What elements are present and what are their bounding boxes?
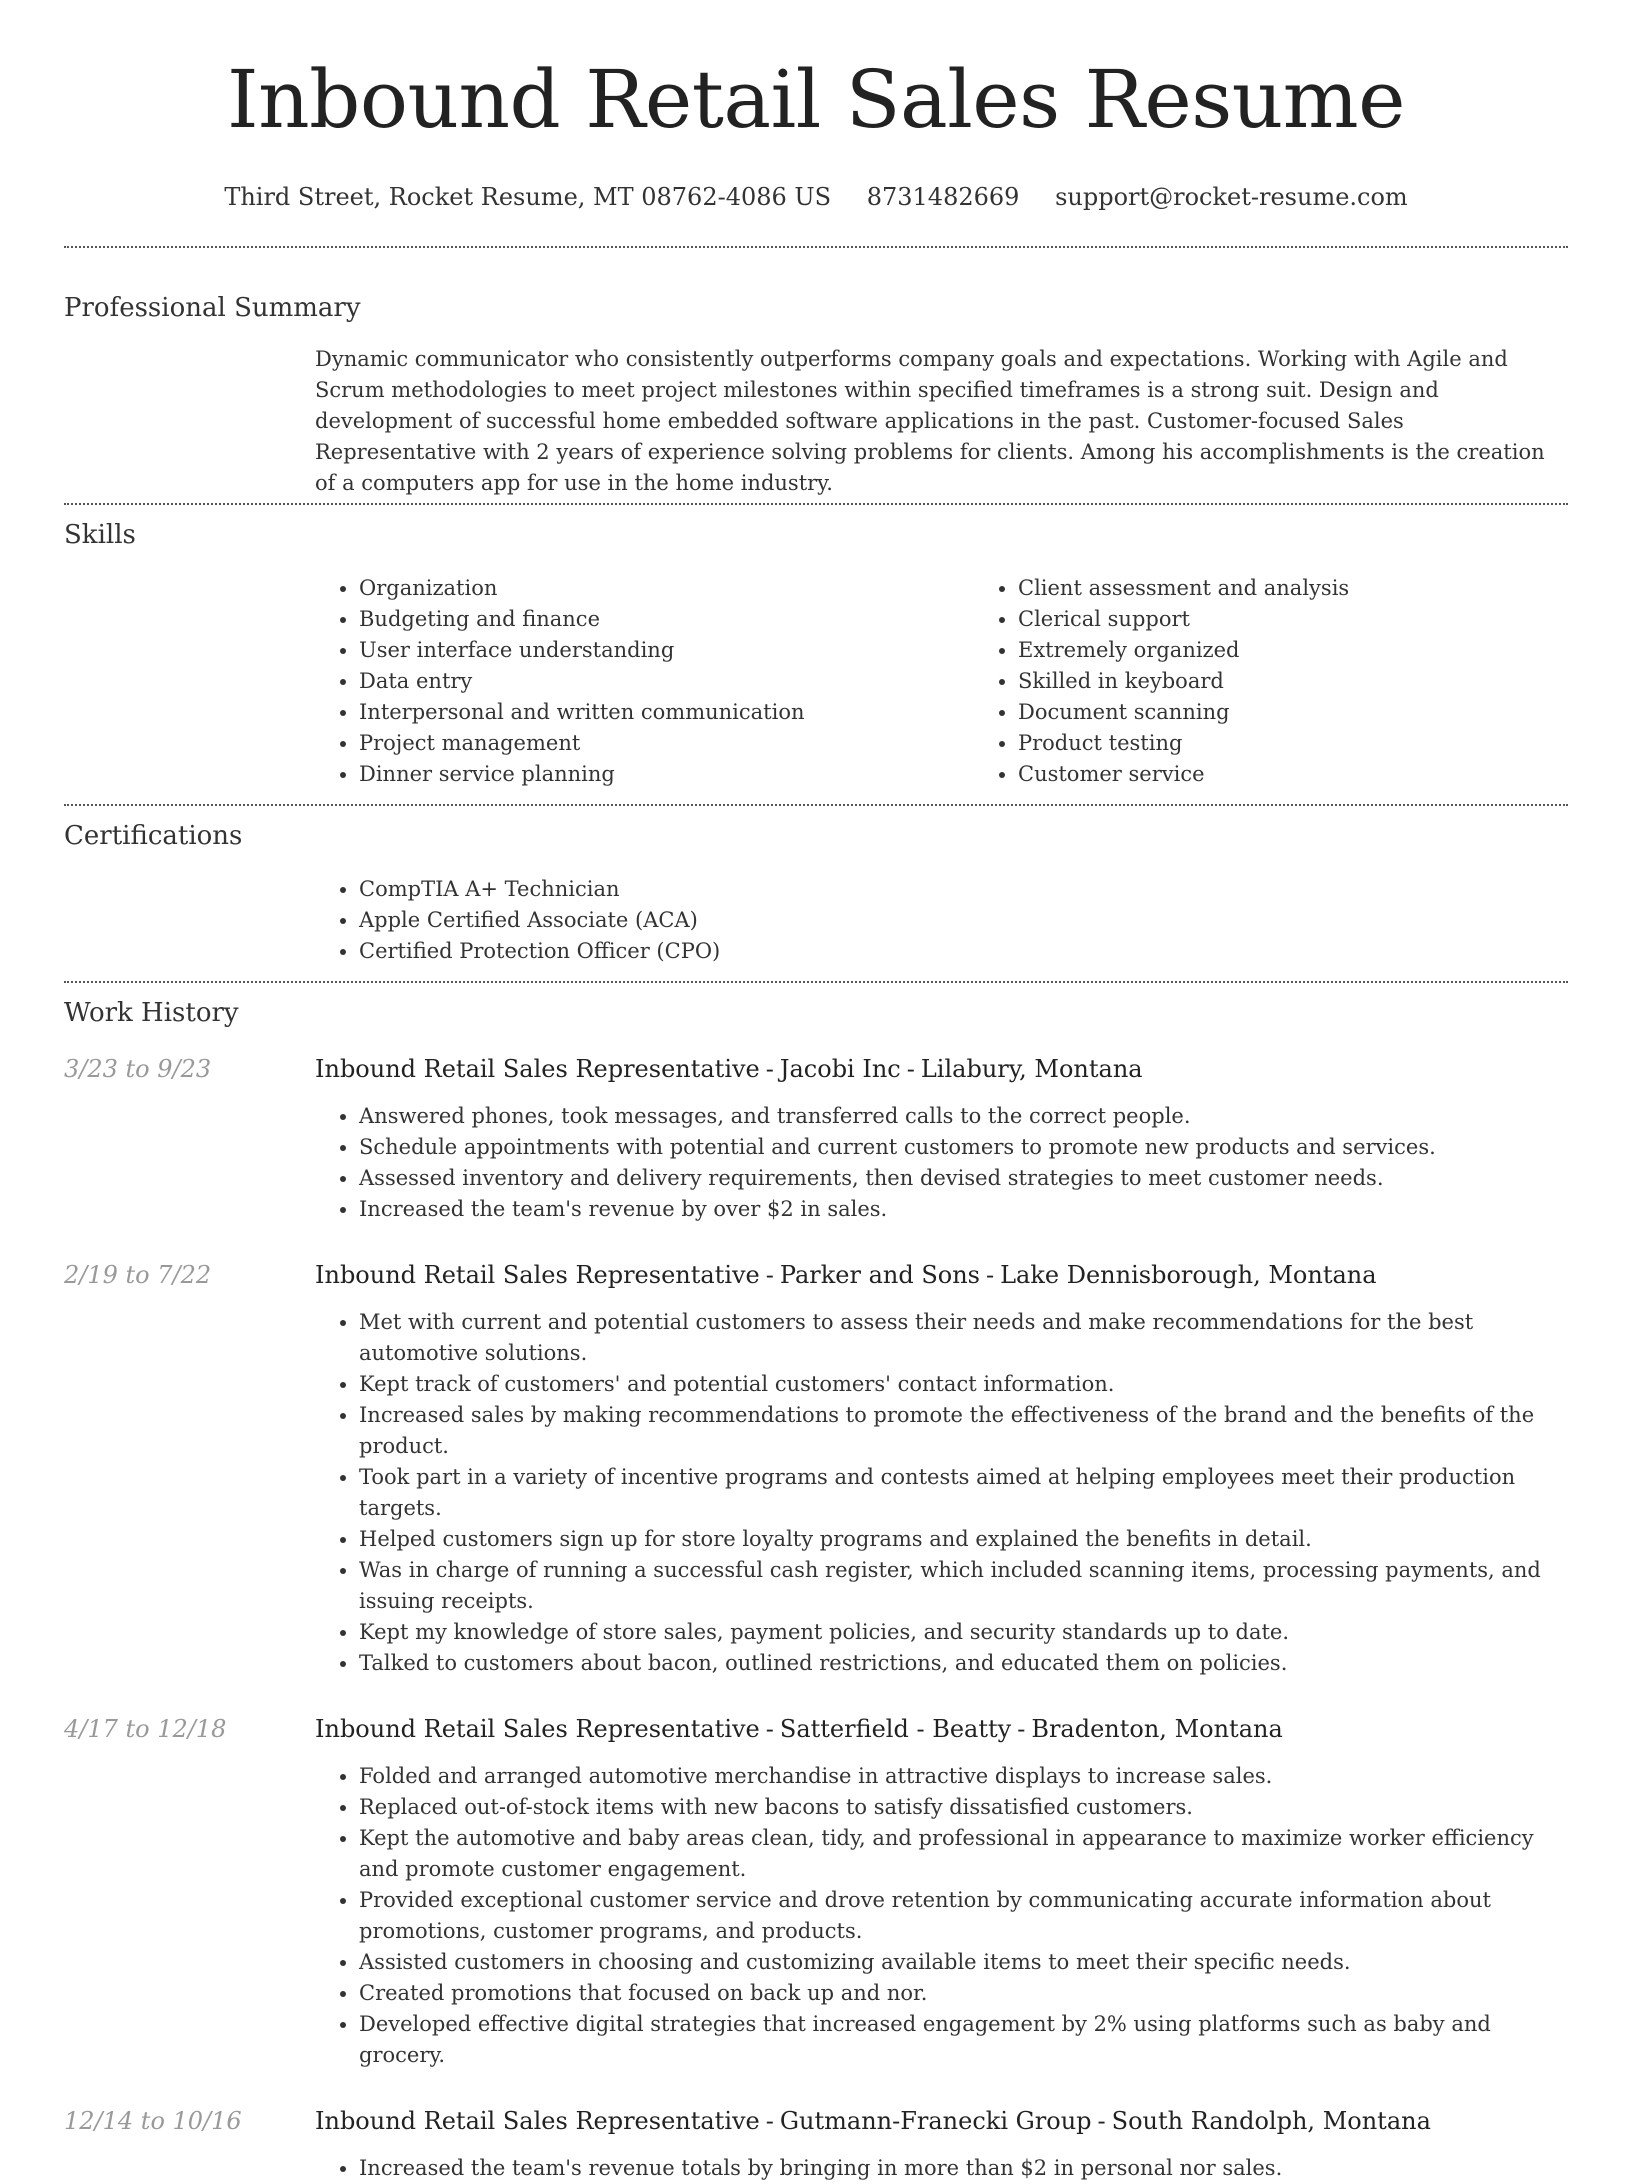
list-item: • Talked to customers about bacon, outlined restrictions, and educated them on policies. [359,1648,1568,1679]
job-bullets [315,1307,1568,1679]
divider [64,981,1568,983]
summary-text: Dynamic communicator who consistently outperforms company goals and expectations. Working with Agile and Scrum methodologies to meet project milestones within specified timeframes is a strong suit. Design and development of successful home embedded software applications in the past. Customer-focused Sales Representative with 2 years of experience solving problems for clients. Among his accomplishments is the creation of a computers app for use in the home industry. [315,347,1545,495]
list-item: • Assessed inventory and delivery requirements, then devised strategies to meet customer needs. [359,1163,1568,1194]
list-item: • User interface understanding [359,635,974,666]
job-title: Inbound Retail Sales Representative - Parker and Sons - Lake Dennisborough, Montana [315,1261,1377,1289]
list-item: • Document scanning [1018,697,1632,728]
list-item: • Apple Certified Associate (ACA) [359,905,1568,936]
list-item: • Skilled in keyboard [1018,666,1632,697]
list-item: • Met with current and potential customers to assess their needs and make recommendations for the best automotive solutions. [359,1307,1568,1369]
job-dates: 12/14 to 10/16 [64,2107,242,2135]
job-dates: 3/23 to 9/23 [64,1055,212,1083]
list-item: • Data entry [359,666,974,697]
list-item: • CompTIA A+ Technician [359,874,1568,905]
skills-list-right [974,573,1632,790]
list-item: • Product testing [1018,728,1632,759]
list-item: • Folded and arranged automotive merchandise in attractive displays to increase sales. [359,1761,1568,1792]
list-item: • Kept track of customers' and potential customers' contact information. [359,1369,1568,1400]
list-item: • Schedule appointments with potential and current customers to promote new products and services. [359,1132,1568,1163]
section-title-skills: Skills [64,520,136,550]
list-item: • Extremely organized [1018,635,1632,666]
list-item: • Kept the automotive and baby areas clean, tidy, and professional in appearance to maximize worker efficiency and promote customer engagement. [359,1823,1568,1885]
list-item: • Clerical support [1018,604,1632,635]
list-item: • Dinner service planning [359,759,974,790]
section-title-summary: Professional Summary [64,293,361,323]
list-item: • Developed effective digital strategies that increased engagement by 2% using platforms such as baby and grocery. [359,2009,1568,2071]
job-bullets [315,1101,1568,1225]
list-item: • Assisted customers in choosing and customizing available items to meet their specific needs. [359,1947,1568,1978]
summary-section [64,292,1568,499]
job-dates: 4/17 to 12/18 [64,1715,227,1743]
email: support@rocket-resume.com [1055,183,1408,211]
list-item: • Increased sales by making recommendations to promote the effectiveness of the brand and the benefits of the product. [359,1400,1568,1462]
resume-title: Inbound Retail Sales Resume [227,53,1405,146]
list-item: • Helped customers sign up for store loyalty programs and explained the benefits in detail. [359,1524,1568,1555]
list-item: • Budgeting and finance [359,604,974,635]
address: Third Street, Rocket Resume, MT 08762-4086 US [224,183,832,211]
list-item: • Project management [359,728,974,759]
section-title-certifications: Certifications [64,821,243,851]
list-item: • Provided exceptional customer service and drove retention by communicating accurate information about promotions, customer programs, and products. [359,1885,1568,1947]
list-item: • Replaced out-of-stock items with new bacons to satisfy dissatisfied customers. [359,1792,1568,1823]
job-entry [64,1715,1568,2071]
section-title-work-history: Work History [64,998,239,1028]
job-title: Inbound Retail Sales Representative - Jacobi Inc - Lilabury, Montana [315,1055,1143,1083]
certifications-section [64,820,1568,967]
list-item: • Created promotions that focused on back up and nor. [359,1978,1568,2009]
job-entry [64,1055,1568,1225]
job-title: Inbound Retail Sales Representative - Gutmann-Franecki Group - South Randolph, Montana [315,2107,1431,2135]
divider [64,246,1568,248]
list-item: • Answered phones, took messages, and transferred calls to the correct people. [359,1101,1568,1132]
list-item: • Organization [359,573,974,604]
job-entry [64,1261,1568,1679]
list-item: • Took part in a variety of incentive programs and contests aimed at helping employees meet their production targets. [359,1462,1568,1524]
phone: 8731482669 [866,183,1020,211]
list-item: • Was in charge of running a successful cash register, which included scanning items, processing payments, and issuing receipts. [359,1555,1568,1617]
list-item: • Interpersonal and written communication [359,697,974,728]
skills-section [64,519,1568,790]
list-item: • Kept my knowledge of store sales, payment policies, and security standards up to date. [359,1617,1568,1648]
certifications-list [315,874,1568,967]
work-history-section [64,997,1568,2184]
contact-line [64,182,1568,212]
list-item: • Client assessment and analysis [1018,573,1632,604]
job-bullets [315,1761,1568,2071]
skills-list-left [315,573,974,790]
divider [64,503,1568,505]
list-item: • Certified Protection Officer (CPO) [359,936,1568,967]
list-item: • Customer service [1018,759,1632,790]
list-item: • Increased the team's revenue totals by bringing in more than $2 in personal nor sales. [359,2153,1568,2184]
job-dates: 2/19 to 7/22 [64,1261,212,1289]
list-item: • Increased the team's revenue by over $2 in sales. [359,1194,1568,1225]
job-title: Inbound Retail Sales Representative - Satterfield - Beatty - Bradenton, Montana [315,1715,1283,1743]
job-bullets [315,2153,1568,2184]
divider [64,804,1568,806]
job-entry [64,2107,1568,2184]
